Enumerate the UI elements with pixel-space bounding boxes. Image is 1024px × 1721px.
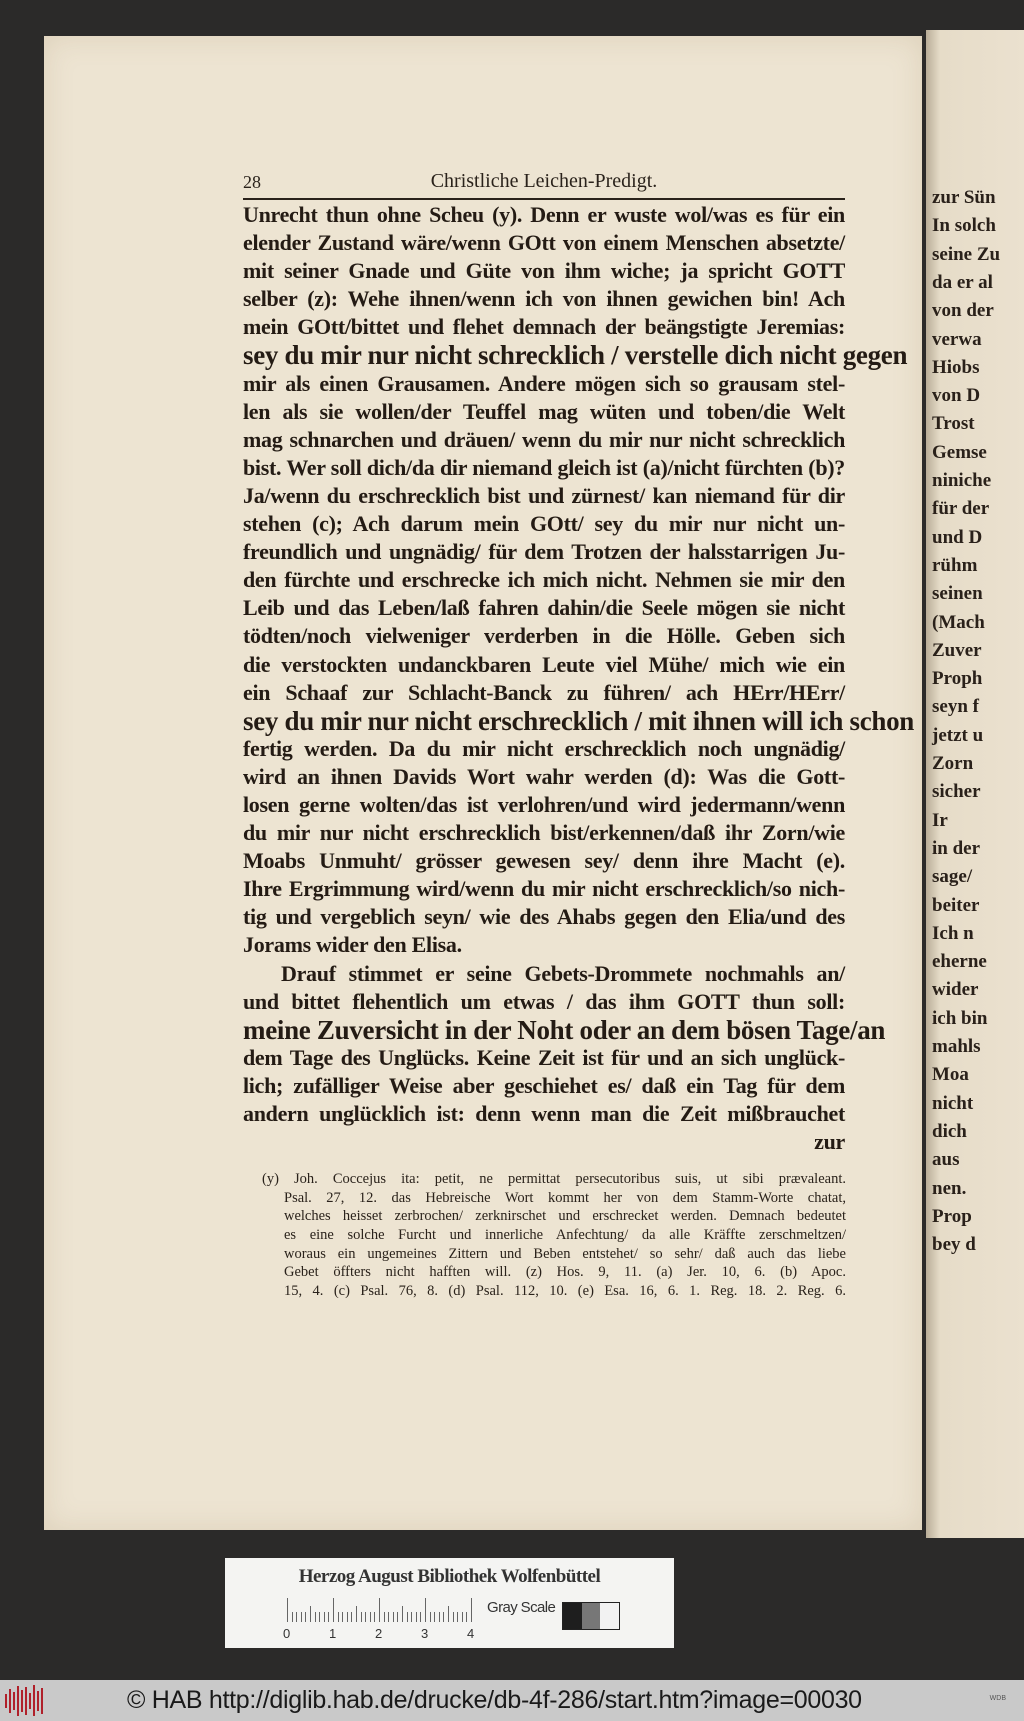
ruler-tick xyxy=(319,1612,320,1622)
text-line: elender Zustand wäre/wenn GOtt von einem Menschen absetzte/ xyxy=(243,230,845,256)
ruler-tick xyxy=(439,1612,440,1622)
footnote-line: Psal. 27, 12. das Hebreische Wort kommt her von dem Stamm-Worte chatat, xyxy=(284,1189,846,1206)
footnote-line: woraus ein ungemeines Zittern und Beben entstehet/ so sehr/ daß auch das liebe xyxy=(284,1245,846,1262)
text-line: tig und vergeblich seyn/ wie des Ahabs gegen den Elia/und des xyxy=(243,904,845,930)
text-line: selber (z): Wehe ihnen/wenn ich von ihnen gewichen bin! Ach xyxy=(243,286,845,312)
text-line: ein Schaaf zur Schlacht-Banck zu führen/ ach HErr/HErr/ xyxy=(243,679,845,705)
text-line: Jorams wider den Elisa. xyxy=(243,932,462,958)
copyright-url[interactable]: © HAB http://diglib.hab.de/drucke/db-4f-286/start.htm?image=00030 xyxy=(127,1686,862,1714)
text-line: mein GOtt/bittet und flehet demnach der beängstigte Jeremias: xyxy=(243,314,845,340)
facing-page-text: Hiobs xyxy=(932,356,980,378)
color-calibration-card xyxy=(225,1558,674,1648)
text-line: bist. Wer soll dich/da dir niemand gleich ist (a)/nicht fürchten (b)? xyxy=(243,454,845,480)
facing-page-text: von der xyxy=(932,300,994,322)
ruler-tick xyxy=(430,1612,431,1622)
ruler-tick xyxy=(315,1612,316,1622)
facing-page-text: dich xyxy=(932,1120,967,1142)
page-number: 28 xyxy=(243,172,261,192)
footnote-line: (y) Joh. Coccejus ita: petit, ne permittat persecutoribus suis, ut sibi prævaleant. xyxy=(262,1171,846,1187)
facing-page-text: Gemse xyxy=(932,441,987,463)
ruler-tick xyxy=(296,1612,297,1622)
gray-scale-swatches xyxy=(562,1602,620,1630)
ruler-tick xyxy=(407,1612,408,1622)
facing-page-text: Proph xyxy=(932,668,983,690)
ruler-tick xyxy=(292,1612,293,1622)
ruler-tick xyxy=(466,1612,467,1622)
text-line: wird an ihnen Davids Wort wahr werden (d): Was die Gott- xyxy=(243,763,845,789)
ruler-number: 2 xyxy=(375,1626,383,1641)
ruler-tick xyxy=(420,1612,421,1622)
ruler-tick xyxy=(361,1612,362,1622)
ruler-tick xyxy=(333,1598,334,1622)
ruler-tick xyxy=(397,1612,398,1622)
facing-page-text: verwa xyxy=(932,328,982,350)
gray-swatch xyxy=(600,1603,619,1629)
text-line: mag schnarchen und dräuen/ wenn du mir nur nicht schrecklich xyxy=(243,426,845,452)
ruler-tick xyxy=(305,1612,306,1622)
ruler-tick xyxy=(402,1606,403,1622)
text-line: stehen (c); Ach darum mein GOtt/ sey du mir nur nicht un- xyxy=(243,511,845,537)
ruler-tick xyxy=(443,1612,444,1622)
ruler-tick xyxy=(374,1612,375,1622)
ruler-tick xyxy=(338,1612,339,1622)
facing-page-text: seinen xyxy=(932,583,983,605)
facing-page-text: Zorn xyxy=(932,753,974,774)
text-line: meine Zuversicht in der Noht oder an dem bösen Tage/an xyxy=(243,1014,886,1045)
facing-page-text: Prop xyxy=(932,1205,972,1227)
facing-page-text: seyn f xyxy=(932,696,979,718)
ruler-tick xyxy=(384,1612,385,1622)
facing-page-text: sicher xyxy=(932,781,981,803)
footnote-line: Gebet öffters nicht hafften will. (z) Hos. 9, 11. (a) Jer. 10, 6. (b) Apoc. xyxy=(284,1264,846,1281)
text-line: tödten/noch vielweniger verderben in die Hölle. Geben sich xyxy=(243,623,845,649)
text-line: mit seiner Gnade und Güte von ihm wiche; ja spricht GOTT xyxy=(243,258,845,284)
card-title: Herzog August Bibliothek Wolfenbüttel xyxy=(298,1566,601,1587)
gray-scale-label: Gray Scale xyxy=(487,1599,556,1616)
text-line: len als sie wollen/der Teuffel mag wüten und toben/die Welt xyxy=(243,398,845,424)
facing-page-text: beiter xyxy=(932,894,980,916)
facing-page-text: In solch xyxy=(932,215,996,237)
page-header xyxy=(243,172,845,200)
text-line: Moabs Unmuht/ grösser gewesen sey/ denn ihre Macht (e). xyxy=(243,848,845,874)
ruler-scale xyxy=(287,1598,475,1622)
ruler-tick xyxy=(434,1612,435,1622)
facing-page-text: niniche xyxy=(932,470,992,491)
text-line: sey du mir nur nicht erschrecklich / mit ihnen will ich schon xyxy=(243,705,915,736)
text-line: dem Tage des Unglücks. Keine Zeit ist für und an sich unglück- xyxy=(243,1044,845,1070)
ruler-number: 4 xyxy=(467,1626,475,1641)
running-head: Christliche Leichen-Predigt. xyxy=(430,170,658,192)
ruler-tick xyxy=(328,1612,329,1622)
facing-page-text: Ich n xyxy=(932,922,974,944)
facing-page-text: rühm xyxy=(932,554,978,576)
ruler-tick xyxy=(471,1598,472,1622)
facing-page-text: Trost xyxy=(932,413,975,435)
facing-page-text: Ir xyxy=(932,809,948,831)
ruler-tick xyxy=(310,1606,311,1622)
ruler-number: 3 xyxy=(421,1626,429,1641)
text-line: Ja/wenn du erschrecklich bist und zürnest/ kan niemand für dir xyxy=(243,482,845,508)
footnote-line: 15, 4. (c) Psal. 76, 8. (d) Psal. 112, 10. (e) Esa. 16, 6. 1. Reg. 18. 2. Reg. 6. xyxy=(284,1283,846,1300)
ruler-tick xyxy=(356,1606,357,1622)
ruler-number: 0 xyxy=(283,1626,291,1641)
facing-page-text: von D xyxy=(932,385,981,407)
ruler-tick xyxy=(287,1598,288,1622)
ruler-number: 1 xyxy=(329,1626,337,1641)
text-line: losen gerne wolten/das ist verlohren/und wird jedermann/wenn xyxy=(243,791,845,817)
footnotes xyxy=(262,1170,846,1301)
footer-tiny-text: WDB xyxy=(989,1695,1006,1702)
facing-page-text: mahls xyxy=(932,1036,981,1057)
facing-page-text: ich bin xyxy=(932,1007,988,1029)
ruler-tick xyxy=(370,1612,371,1622)
text-line: den fürchte und erschrecke ich mich nicht. Nehmen sie mir den xyxy=(243,567,845,593)
ruler-tick xyxy=(351,1612,352,1622)
ruler-tick xyxy=(342,1612,343,1622)
facing-page-text: seine Zu xyxy=(932,243,1001,265)
facing-page-edge xyxy=(926,30,1024,1538)
ruler-tick xyxy=(393,1612,394,1622)
facing-page-text: eherne xyxy=(932,951,987,973)
text-line: Unrecht thun ohne Scheu (y). Denn er wuste wol/was es für ein xyxy=(243,202,845,227)
text-line: lich; zufälliger Weise aber geschiehet es/ daß ein Tag für dem xyxy=(243,1072,845,1098)
ruler-tick xyxy=(347,1612,348,1622)
ruler-tick xyxy=(379,1598,380,1622)
text-line: und bittet flehentlich um etwas / das ihm GOTT thun soll: xyxy=(243,988,845,1014)
facing-page-text: Zuver xyxy=(932,639,982,661)
ruler-tick xyxy=(457,1612,458,1622)
main-text xyxy=(243,201,915,1156)
footnote-line: welches heisset zerbrochen/ zerknirschet und erschrecket werden. Demnach bedeutet xyxy=(284,1208,846,1225)
text-line: Ihre Ergrimmung wird/wenn du mir nicht erschrecklich/so nich- xyxy=(243,876,845,902)
ruler-tick xyxy=(448,1606,449,1622)
footnote-line: es eine solche Furcht und innerliche Anfechtung/ da alle Kräffte zerschmeltzen/ xyxy=(284,1227,846,1244)
facing-page-text: da er al xyxy=(932,271,993,293)
ruler-tick xyxy=(462,1612,463,1622)
facing-page-text: nen. xyxy=(932,1177,967,1199)
text-line: andern unglücklich ist: denn wenn man die Zeit mißbrauchet xyxy=(243,1101,845,1126)
ruler-tick xyxy=(453,1612,454,1622)
text-line: sey du mir nur nicht schrecklich / verstelle dich nicht gegen xyxy=(243,340,908,371)
ruler-tick xyxy=(301,1612,302,1622)
ruler-tick xyxy=(425,1598,426,1622)
footer-bar xyxy=(0,1680,1024,1721)
gray-swatch xyxy=(582,1603,601,1629)
facing-page-text: in der xyxy=(932,837,981,859)
facing-page-text: und D xyxy=(932,526,983,548)
facing-page-text: sage/ xyxy=(932,866,973,888)
text-line: freundlich und ungnädig/ für dem Trotzen der halsstarrigen Ju- xyxy=(243,539,845,565)
ruler-tick xyxy=(416,1612,417,1622)
ruler-tick xyxy=(388,1612,389,1622)
facing-page-text: aus xyxy=(932,1149,960,1171)
text-line: die verstockten undanckbaren Leute viel Mühe/ mich wie ein xyxy=(243,651,845,677)
text-line: Drauf stimmet er seine Gebets-Drommete nochmahls an/ xyxy=(281,960,845,986)
facing-page-text: für der xyxy=(932,498,990,520)
facing-page-text: Moa xyxy=(932,1064,969,1086)
ruler-tick xyxy=(324,1612,325,1622)
facing-page-text: jetzt u xyxy=(932,724,984,746)
facing-page-text: (Mach xyxy=(932,611,985,633)
text-line: du mir nur nicht erschrecklich bist/erkennen/daß ihr Zorn/wie xyxy=(243,820,845,846)
facing-page-text: wider xyxy=(932,979,979,1001)
text-line: mir als einen Grausamen. Andere mögen sich so grausam stel- xyxy=(243,370,845,396)
facing-page-text: bey d xyxy=(932,1234,976,1256)
hab-logo-icon xyxy=(5,1685,47,1716)
facing-page-text: zur Sün xyxy=(932,187,996,208)
ruler-tick xyxy=(411,1612,412,1622)
text-line: Leib und das Leben/laß fahren dahin/die Seele mögen sie nicht xyxy=(243,595,845,621)
text-line: fertig werden. Da du mir nicht erschrecklich noch ungnädig/ xyxy=(243,735,845,761)
text-line: zur xyxy=(814,1129,845,1155)
gray-swatch xyxy=(563,1603,582,1629)
facing-page-text: nicht xyxy=(932,1092,974,1114)
ruler-tick xyxy=(365,1612,366,1622)
